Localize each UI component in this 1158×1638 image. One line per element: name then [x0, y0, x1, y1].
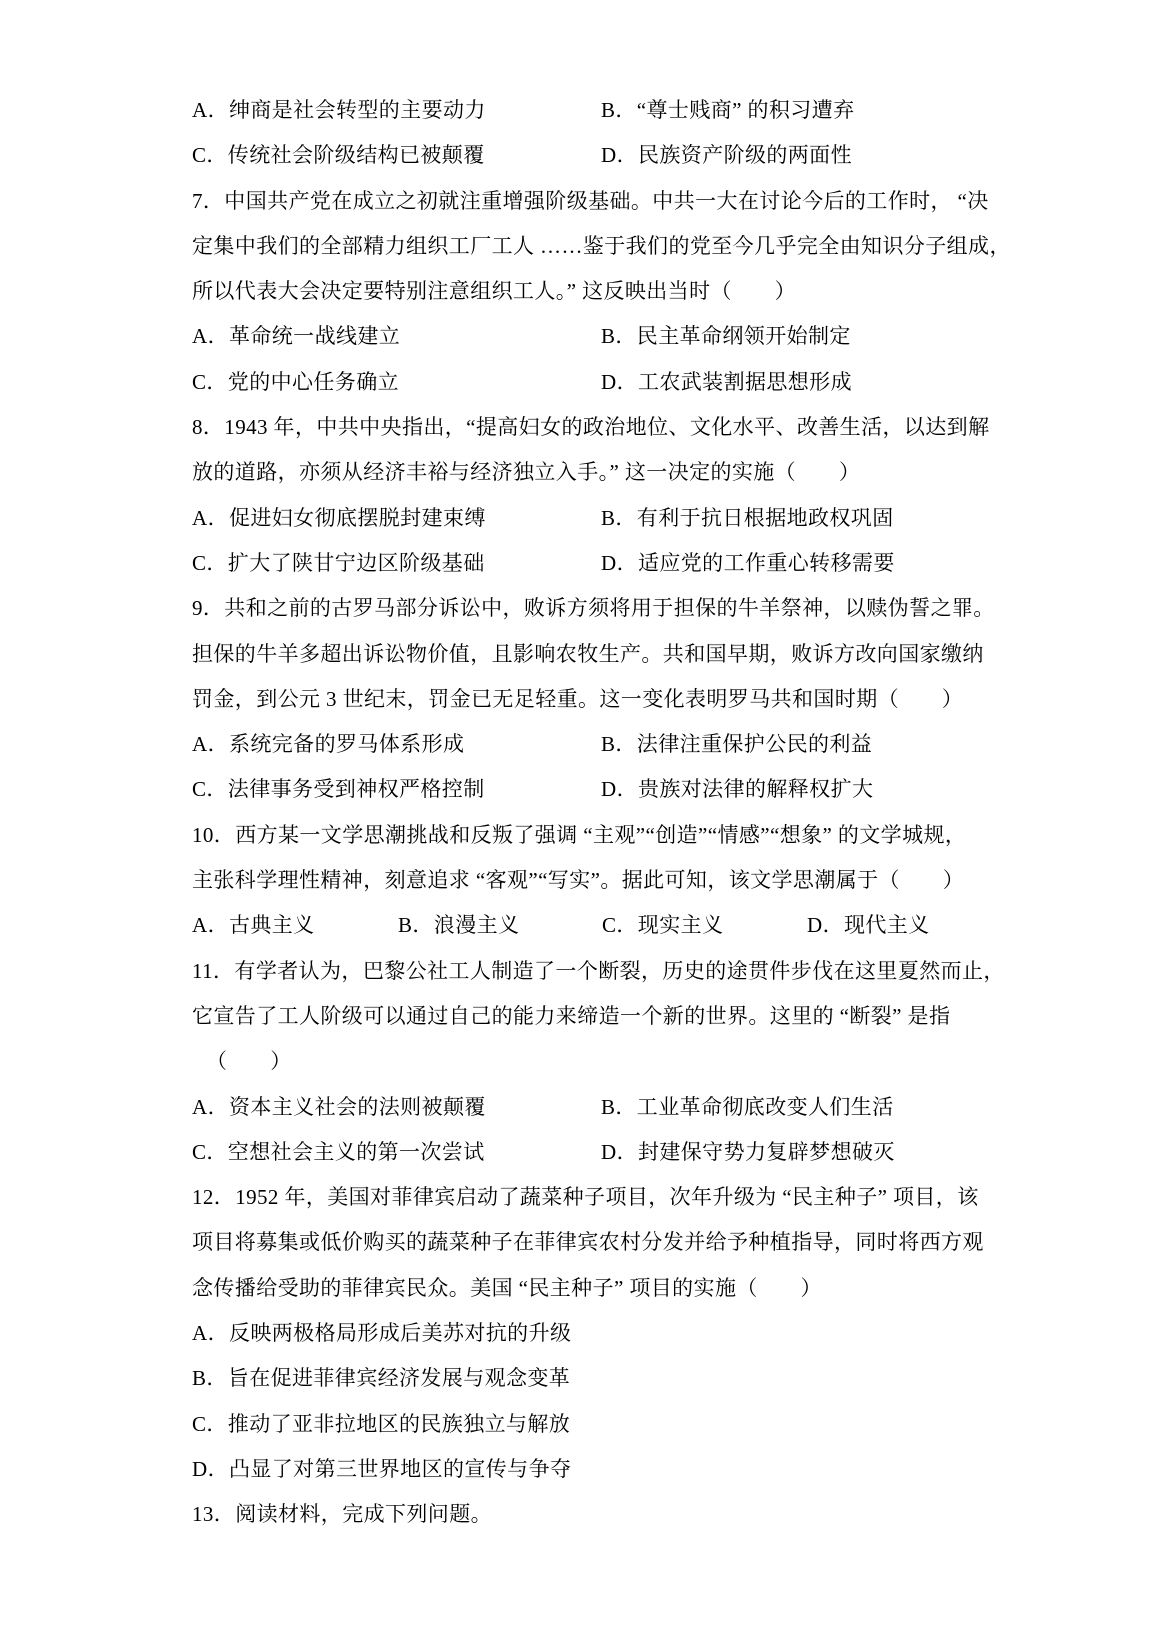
question-12-option-a: A．反映两极格局形成后美苏对抗的升级 [192, 1321, 572, 1346]
question-8-options-row-cd [192, 541, 992, 586]
question-7-option-c: C．党的中心任务确立 [192, 369, 400, 394]
question-7-stem-line-1: 7．中国共产党在成立之初就注重增强阶级基础。中共一大在讨论今后的工作时， “决 [192, 188, 989, 213]
question-10-option-b: B．浪漫主义 [398, 913, 520, 938]
question-10-option-a: A．古典主义 [192, 913, 315, 938]
question-7-options-row-ab [192, 314, 992, 359]
question-7-stem-line-2: 定集中我们的全部精力组织工厂工人 ……鉴于我们的党至今几乎完全由知识分子组成， [192, 233, 1011, 258]
question-10-stem-line-1: 10．西方某一文学思潮挑战和反叛了强调 “主观”“创造”“情感”“想象” 的文学城规， [192, 822, 967, 847]
question-10-option-d: D．现代主义 [807, 913, 930, 938]
question-12-stem-line-2: 项目将募集或低价购买的蔬菜种子在菲律宾农村分发并给予种植指导，同时将西方观 [192, 1230, 984, 1255]
question-9-options-row-cd [192, 767, 992, 812]
question-6-options-row-cd [192, 133, 992, 178]
question-8-stem-line-1: 8．1943 年，中共中央指出，“提高妇女的政治地位、文化水平、改善生活，以达到解 [192, 415, 990, 440]
question-8-stem-line-2: 放的道路，亦须从经济丰裕与经济独立入手。” 这一决定的实施（ ） [192, 460, 861, 485]
question-8-options-row-ab [192, 496, 992, 541]
question-9-option-a: A．系统完备的罗马体系形成 [192, 732, 465, 757]
question-9-options-row-ab [192, 722, 992, 767]
question-8-option-a: A．促进妇女彻底摆脱封建束缚 [192, 505, 486, 530]
question-7-stem-line-3: 所以代表大会决定要特别注意组织工人。” 这反映出当时（ ） [192, 279, 797, 304]
question-11-option-a: A．资本主义社会的法则被颠覆 [192, 1094, 486, 1119]
question-6-option-c: C．传统社会阶级结构已被颠覆 [192, 143, 485, 168]
question-11-options-row-ab [192, 1085, 992, 1130]
question-9-stem-line-3: 罚金，到公元 3 世纪末，罚金已无足轻重。这一变化表明罗马共和国时期（ ） [192, 686, 964, 711]
question-7-option-d: D．工农武装割据思想形成 [601, 369, 852, 394]
question-7-option-b: B．民主革命纲领开始制定 [601, 324, 851, 349]
question-12-stem-line-3: 念传播给受助的菲律宾民众。美国 “民主种子” 项目的实施（ ） [192, 1275, 822, 1300]
question-7-option-a: A．革命统一战线建立 [192, 324, 401, 349]
question-9-stem-line-1: 9．共和之前的古罗马部分诉讼中，败诉方须将用于担保的牛羊祭神，以赎伪誓之罪。 [192, 596, 995, 621]
question-10-options-row [192, 903, 992, 948]
question-11-option-b: B．工业革命彻底改变人们生活 [601, 1094, 894, 1119]
question-8-option-b: B．有利于抗日根据地政权巩固 [601, 505, 894, 530]
question-12-option-d: D．凸显了对第三世界地区的宣传与争夺 [192, 1456, 572, 1481]
question-11-options-row-cd [192, 1130, 992, 1175]
question-11-stem-line-1: 11．有学者认为，巴黎公社工人制造了一个断裂，历史的途贯件步伐在这里夏然而止， [192, 958, 1005, 983]
question-8-option-c: C．扩大了陕甘宁边区阶级基础 [192, 550, 485, 575]
question-12-option-c: C．推动了亚非拉地区的民族独立与解放 [192, 1411, 571, 1436]
question-9-option-d: D．贵族对法律的解释权扩大 [601, 777, 874, 802]
question-6-option-d: D．民族资产阶级的两面性 [601, 143, 852, 168]
exam-content [192, 88, 1011, 1538]
question-9-option-b: B．法律注重保护公民的利益 [601, 732, 873, 757]
question-12-stem-line-1: 12．1952 年，美国对菲律宾启动了蔬菜种子项目，次年升级为 “民主种子” 项目，该 [192, 1185, 979, 1210]
question-6-option-b: B．“尊士贱商” 的积习遭弃 [601, 98, 855, 122]
question-12-option-b: B．旨在促进菲律宾经济发展与观念变革 [192, 1366, 571, 1391]
question-8-option-d: D．适应党的工作重心转移需要 [601, 550, 895, 575]
question-11-option-c: C．空想社会主义的第一次尝试 [192, 1139, 485, 1164]
question-11-stem-line-2: 它宣告了工人阶级可以通过自己的能力来缔造一个新的世界。这里的 “断裂” 是指 [192, 1003, 951, 1028]
question-6-option-a: A．绅商是社会转型的主要动力 [192, 98, 486, 122]
question-7-options-row-cd [192, 360, 992, 405]
question-11-stem-line-3: （ ） [206, 1049, 292, 1074]
question-10-stem-line-2: 主张科学理性精神，刻意追求 “客观”“写实”。据此可知，该文学思潮属于（ ） [192, 868, 965, 893]
question-9-stem-line-2: 担保的牛羊多超出诉讼物价值，且影响农牧生产。共和国早期，败诉方改向国家缴纳 [192, 641, 984, 666]
question-13-stem-line-1: 13．阅读材料，完成下列问题。 [192, 1502, 492, 1527]
question-6-options-row-ab [192, 88, 992, 133]
question-11-option-d: D．封建保守势力复辟梦想破灭 [601, 1139, 895, 1164]
question-10-option-c: C．现实主义 [602, 913, 724, 938]
question-9-option-c: C．法律事务受到神权严格控制 [192, 777, 485, 802]
